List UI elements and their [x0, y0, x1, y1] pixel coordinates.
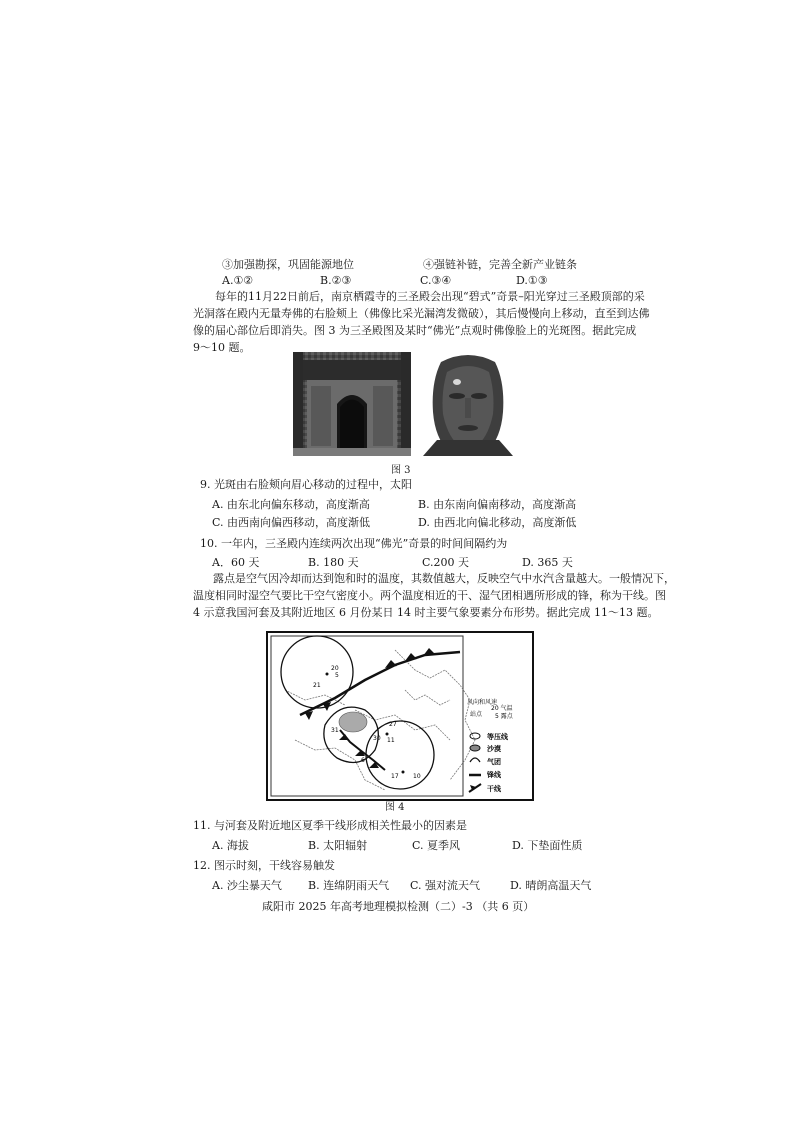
choice-c: C.③④: [420, 274, 452, 287]
legend-temp: 20 气温: [491, 705, 513, 712]
legend-station: 站点: [470, 711, 483, 718]
q9-option-d: D. 由西北向偏北移动，高度渐低: [418, 516, 577, 529]
q11-stem: 11. 与河套及附近地区夏季干线形成相关性最小的因素是: [193, 819, 467, 832]
fig4-caption: 图 4: [385, 802, 405, 813]
passage2-line1: 露点是空气因冷却而达到饱和时的温度，其数值越大，反映空气中水汽含量越大。一般情况下，: [213, 572, 675, 585]
option-item-4: ④强链补链，完善全新产业链条: [423, 258, 577, 271]
legend-dew: 5 露点: [495, 713, 513, 720]
q9-stem: 9. 光斑由右脸颊向眉心移动的过程中，太阳: [200, 478, 412, 491]
passage2-line3: 4 示意我国河套及其附近地区 6 月份某日 14 时主要气象要素分布形势。据此完成 11～13 题。: [193, 606, 659, 619]
passage1-line4: 9～10 题。: [193, 341, 251, 354]
q11-option-d: D. 下垫面性质: [512, 839, 583, 852]
passage1-line1: 每年的11月22日前后，南京栖霞寺的三圣殿会出现“碧式”奇景–阳光穿过三圣殿顶部的采: [215, 290, 645, 303]
legend-dryline: 干线: [487, 785, 501, 793]
passage1-line3: 像的届心部位后即消失。图 3 为三圣殿图及某时“佛光”点观时佛像脸上的光斑图。据此完成: [193, 324, 637, 337]
q10-option-c: C.200 天: [422, 556, 470, 569]
map-label-temp-30: 30: [373, 735, 381, 742]
legend-desert-icon: [470, 745, 480, 751]
desert-area: [339, 712, 367, 732]
q10-stem: 10. 一年内，三圣殿内连续两次出现“佛光”奇景的时间间隔约为: [200, 537, 508, 550]
map-label-temp-27: 27: [389, 721, 397, 728]
passage1-line2: 光洞落在殿内无量寿佛的右脸颊上（佛像比采光漏湾发微破），其后慢慢向上移动，直至到达佛: [193, 307, 650, 320]
legend-front: 锋线: [487, 771, 501, 779]
q12-option-a: A. 沙尘暴天气: [212, 879, 282, 892]
map-label-dew-6: 6: [361, 757, 365, 764]
map-label-dew-11: 11: [387, 737, 395, 744]
q10-option-d: D. 365 天: [522, 556, 573, 569]
temple-photo: [293, 352, 411, 456]
page-footer: 咸阳市 2025 年高考地理模拟检测（二）-3 （共 6 页）: [262, 900, 535, 913]
q11-option-a: A. 海拔: [212, 839, 249, 852]
choice-d: D.①③: [516, 274, 548, 287]
q11-option-b: B. 太阳辐射: [308, 839, 368, 852]
q9-option-c: C. 由西南向偏西移动，高度渐低: [212, 516, 371, 529]
q9-option-b: B. 由东南向偏南移动，高度渐高: [418, 498, 577, 511]
fig3-caption: 图 3: [391, 465, 411, 476]
q10-option-b: B. 180 天: [308, 556, 359, 569]
map-label-dew-10: 10: [413, 773, 421, 780]
choice-a: A.①②: [222, 274, 254, 287]
q12-option-c: C. 强对流天气: [410, 879, 481, 892]
legend-isobar: 等压线: [487, 733, 508, 741]
q12-option-b: B. 连绵阴雨天气: [308, 879, 390, 892]
buddha-face-photo: [423, 352, 513, 456]
map-label-dew-17: 17: [391, 773, 399, 780]
q12-option-d: D. 晴朗高温天气: [510, 879, 592, 892]
map-label-temp-20: 20: [331, 665, 339, 672]
map-label-dew-5: 5: [335, 672, 339, 679]
map-label-temp-31: 31: [331, 727, 339, 734]
weather-map-figure: [265, 630, 535, 813]
passage2-line2: 温度相同时湿空气要比干空气密度小。两个温度相近的干、湿气团相遇所形成的锋，称为干线。图: [193, 589, 666, 602]
q11-option-c: C. 夏季风: [412, 839, 461, 852]
map-label-temp-21: 21: [313, 682, 321, 689]
q12-stem: 12. 图示时刻，干线容易触发: [193, 859, 335, 872]
legend-desert: 沙漠: [487, 745, 501, 753]
q10-option-a: A．60 天: [212, 556, 260, 569]
choice-b: B.②③: [320, 274, 352, 287]
option-item-3: ③加强勘探，巩固能源地位: [222, 258, 354, 271]
q9-option-a: A. 由东北向偏东移动，高度渐高: [212, 498, 370, 511]
weather-map: [265, 630, 535, 808]
legend-airmass: 气团: [487, 758, 501, 766]
legend-title: 风向和风速: [467, 699, 498, 706]
